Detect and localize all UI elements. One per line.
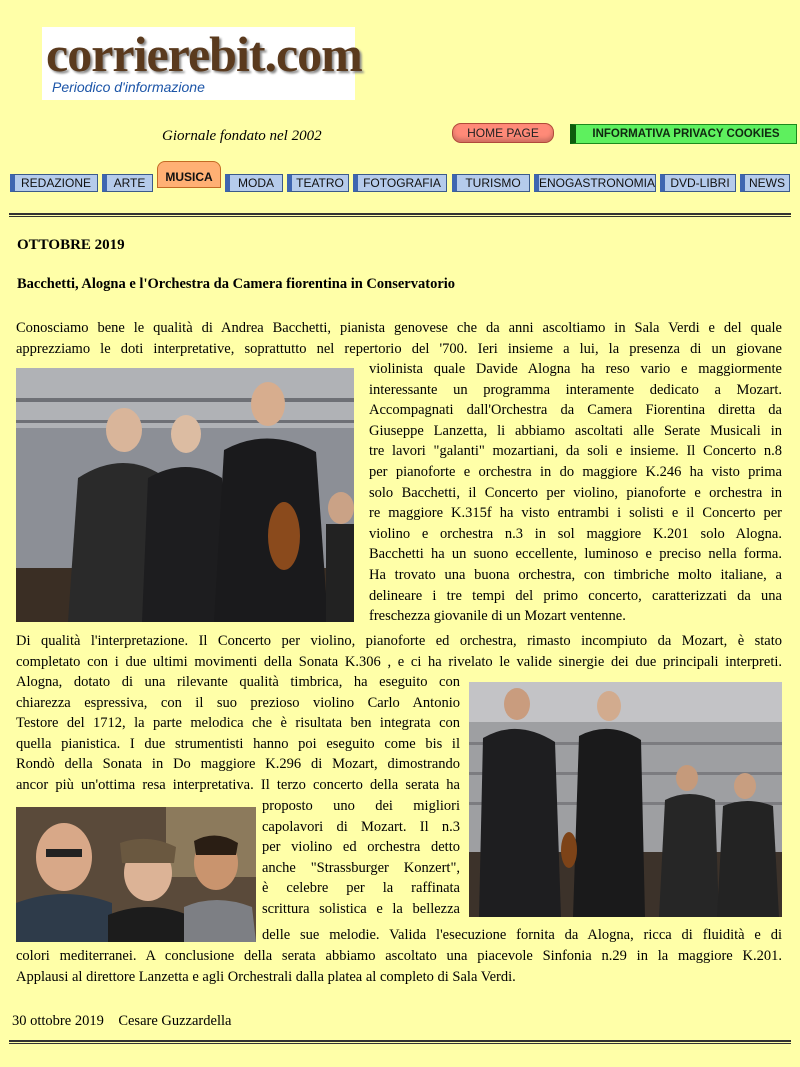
- text-line: freschezza giovanile di un Mozart ventenne.: [369, 608, 626, 625]
- text-line: capolavori di Mozart. Il n.3: [262, 818, 460, 835]
- text-line: Di qualità l'interpretazione. Il Concerto per violino, pianoforte ed orchestra, rimasto incompiuto da Mozart, è stato: [16, 633, 782, 649]
- text-line: colori mediterranei. A conclusione della serata abbiamo ascoltato una piacevole Sinfonia n.29 in la maggiore K.201.: [16, 948, 782, 964]
- right-column-paragraph: [369, 359, 782, 627]
- text-line: proposto uno dei migliori: [262, 798, 460, 814]
- narrow-column-paragraph: [262, 796, 460, 920]
- nav-item-enogastronomia[interactable]: ENOGASTRONOMIA: [534, 174, 656, 192]
- text-line: delineare i tre tempi del primo concerto, caratterizzati da una: [369, 587, 782, 604]
- text-line: completato con i due ultimi movimenti della Sonata K.306 , e ci ha rivelato le valide sinergie dei due principali interpreti.: [16, 653, 782, 670]
- photo-musicians-stage: [16, 368, 354, 622]
- site-logo[interactable]: [42, 26, 362, 100]
- nav-item-arte[interactable]: ARTE: [102, 174, 153, 192]
- nav-item-news[interactable]: NEWS: [740, 174, 790, 192]
- nav-item-teatro[interactable]: TEATRO: [287, 174, 349, 192]
- text-line: tre lavori "galanti" mozartiani, da soli e insieme. Il Concerto n.8: [369, 443, 782, 460]
- nav-item-turismo[interactable]: TURISMO: [452, 174, 530, 192]
- byline-date: 30 ottobre 2019: [12, 1013, 104, 1029]
- nav-item-redazione[interactable]: REDAZIONE: [10, 174, 98, 192]
- nav-item-musica[interactable]: MUSICA: [157, 161, 221, 188]
- text-line: violinista quale Davide Alogna ha reso vario e maggiormente: [369, 361, 782, 377]
- text-line: Bacchetti ha un suono eccellente, luminoso e preciso nella forma.: [369, 546, 782, 563]
- text-line: solo Bacchetti, il Concerto per violino, pianoforte e orchestra in: [369, 484, 782, 501]
- text-line: Giuseppe Lanzetta, li abbiamo ascoltati alle Serate Musicali in: [369, 422, 782, 439]
- text-line: violino e orchestra n.3 in sol maggiore K.201 solo Alogna.: [369, 525, 782, 542]
- text-line: re maggiore K.315f ha visto entrambi i solisti e il Concerto per: [369, 505, 782, 522]
- text-line: è celebre per la raffinata: [262, 880, 460, 897]
- article-byline: [12, 1013, 231, 1030]
- text-line: Accompagnati dall'Orchestra da Camera Fiorentina diretta da: [369, 402, 782, 419]
- text-line: chiarezza espressiva, con il suo prezioso violino Carlo Antonio: [16, 694, 460, 711]
- text-line: Rondò della Sonata in Do maggiore K.296 di Mozart, dimostrando: [16, 756, 460, 773]
- full-width-paragraph: [16, 631, 782, 672]
- text-line: delle sue melodie. Valida l'esecuzione fornita da Alogna, ricca di fluidità e di: [262, 927, 782, 943]
- bottom-divider: [9, 1040, 791, 1044]
- photo-conductor-applause: [469, 682, 782, 917]
- narrow-last-line: [262, 925, 782, 946]
- text-line: Conosciamo bene le qualità di Andrea Bacchetti, pianista genovese che da anni ascoltiamo in Sala Verdi e del quale: [16, 320, 782, 336]
- text-line: Applausi al direttore Lanzetta e agli Orchestrali dalla platea al completo di Sala Verdi.: [16, 968, 516, 985]
- byline-author: Cesare Guzzardella: [118, 1013, 232, 1029]
- nav-item-dvd-libri[interactable]: DVD-LIBRI: [660, 174, 736, 192]
- photo-group-selfie: [16, 807, 256, 942]
- logo-text: corrierebit.com: [46, 26, 362, 82]
- closing-paragraph: [16, 946, 782, 987]
- article-date-heading: OTTOBRE 2019: [17, 237, 125, 253]
- text-line: Testore del 1712, la parte melodica che è risultata ben integrata con: [16, 715, 460, 732]
- text-line: ancor più un'ottima resa interpretativa. Il terzo concerto della serata ha: [16, 776, 460, 793]
- home-page-button[interactable]: HOME PAGE: [452, 123, 554, 143]
- text-line: anche "Strassburger Konzert",: [262, 859, 460, 876]
- text-line: per pianoforte e orchestra in do maggiore K.246 ha visto prima: [369, 463, 782, 480]
- intro-paragraph: [16, 318, 782, 359]
- nav-item-fotografia[interactable]: FOTOGRAFIA: [353, 174, 447, 192]
- text-line: Alogna, dotato di una rilevante qualità timbrica, ha eseguito con: [16, 674, 460, 690]
- text-line: interessante un programma interamente dedicato a Mozart.: [369, 381, 782, 398]
- text-line: apprezziamo le doti interpretative, soprattutto nel repertorio del '700. Ieri insieme a lui, la presenza di un giovane: [16, 340, 782, 357]
- text-line: scrittura solistica e la bellezza: [262, 900, 460, 917]
- text-line: Ha trovato una buona orchestra, con timbriche molto italiane, a: [369, 566, 782, 583]
- site-tagline: Giornale fondato nel 2002: [162, 128, 322, 144]
- logo-subtitle: Periodico d'informazione: [52, 79, 205, 95]
- article-title: Bacchetti, Alogna e l'Orchestra da Camera fiorentina in Conservatorio: [17, 276, 456, 292]
- top-divider: [9, 213, 791, 217]
- left-column-paragraph: [16, 672, 460, 796]
- nav-item-moda[interactable]: MODA: [225, 174, 283, 192]
- text-line: per violino ed orchestra detto: [262, 839, 460, 856]
- text-line: quella pianistica. I due strumentisti hanno poi eseguito come bis il: [16, 735, 460, 752]
- privacy-cookies-button[interactable]: INFORMATIVA PRIVACY COOKIES: [570, 124, 797, 144]
